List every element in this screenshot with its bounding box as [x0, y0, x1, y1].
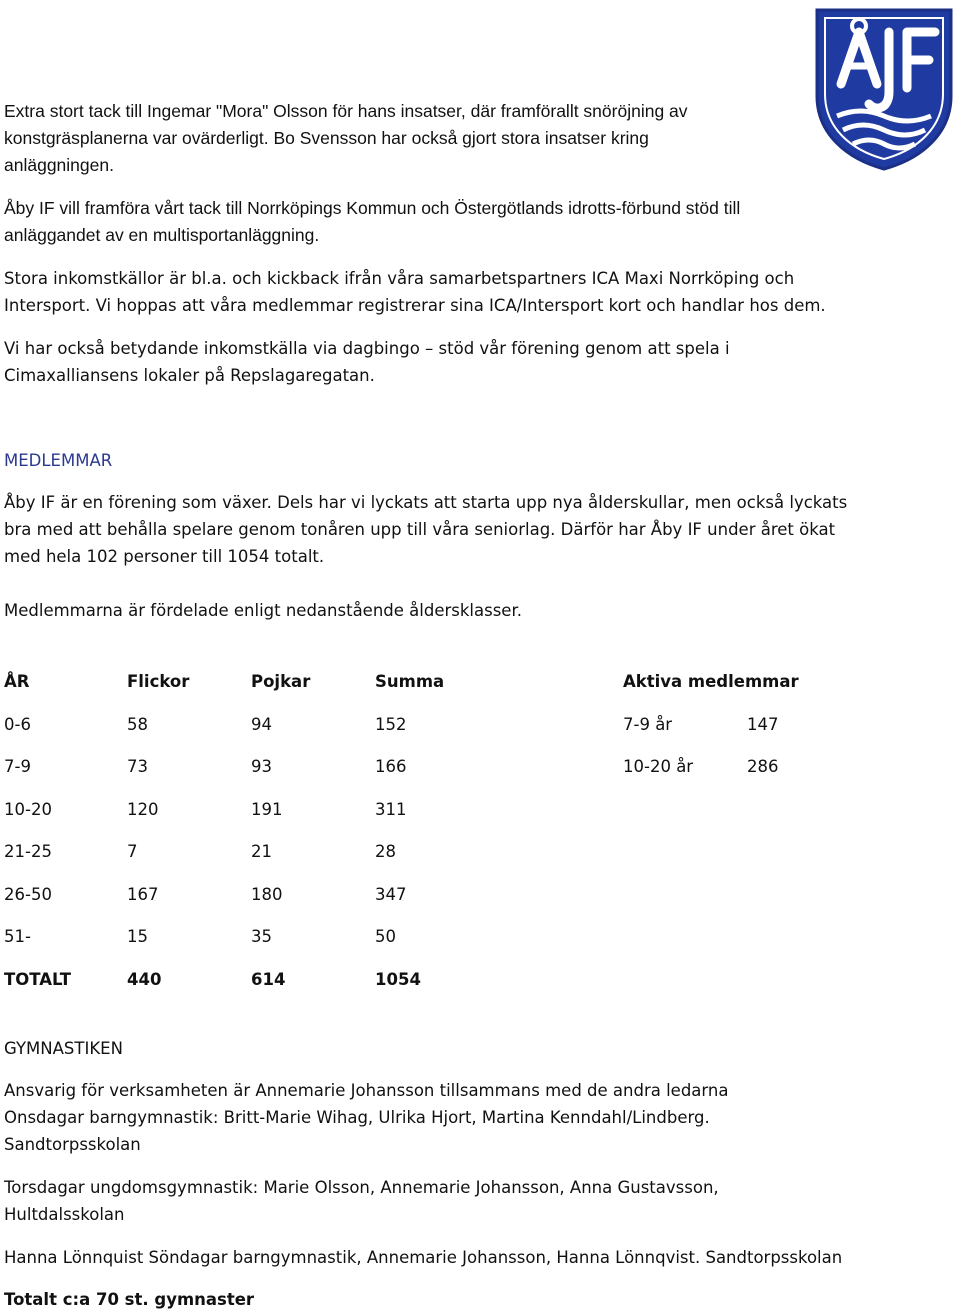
- table-cell: 147: [747, 714, 779, 734]
- table-cell: 58: [127, 714, 148, 734]
- intro-line: anläggningen.: [4, 155, 114, 175]
- table-cell: 10-20: [4, 799, 52, 819]
- intro-line: konstgräsplanerna var ovärderligt. Bo Svensson har också gjort stora insatser kring: [4, 128, 649, 148]
- table-row: [4, 923, 904, 966]
- intro-line: anläggandet av en multisportanläggning.: [4, 225, 320, 245]
- table-cell: 15: [127, 927, 148, 946]
- table-cell: 166: [375, 757, 407, 776]
- club-crest-icon: [811, 4, 957, 172]
- column-header: Pojkar: [251, 672, 311, 691]
- table-cell: 614: [251, 969, 286, 989]
- gym-heading: GYMNASTIKEN: [4, 1039, 123, 1058]
- column-header: ÅR: [4, 672, 30, 691]
- table-cell: 93: [251, 757, 272, 776]
- table-cell: 191: [251, 799, 283, 819]
- table-cell: 286: [747, 757, 779, 776]
- table-cell: 1054: [375, 969, 421, 989]
- table-cell: 180: [251, 884, 283, 904]
- table-row: [4, 881, 904, 924]
- table-cell: 21: [251, 842, 272, 861]
- members-heading: MEDLEMMAR: [4, 451, 113, 470]
- members-line: Medlemmarna är fördelade enligt nedanstående åldersklasser.: [4, 601, 522, 620]
- table-cell: 28: [375, 842, 396, 861]
- members-line: bra med att behålla spelare genom tonåren upp till våra seniorlag. Därför har Åby IF under året ökat: [4, 520, 836, 539]
- table-total-row: [4, 966, 904, 1009]
- gym-total: Totalt c:a 70 st. gymnaster: [4, 1290, 255, 1309]
- income-line: Vi har också betydande inkomstkälla via dagbingo – stöd vår förening genom att spela i: [4, 339, 730, 358]
- table-row: [4, 711, 904, 754]
- members-line: med hela 102 personer till 1054 totalt.: [4, 547, 325, 566]
- table-cell: 120: [127, 799, 159, 819]
- gym-line: Sandtorpsskolan: [4, 1135, 141, 1154]
- intro-line: Åby IF vill framföra vårt tack till Norrköpings Kommun och Östergötlands idrotts-förbund stöd till: [4, 198, 741, 218]
- table-cell: 347: [375, 884, 407, 904]
- column-header: Flickor: [127, 672, 190, 691]
- table-row: [4, 796, 904, 839]
- gym-line: Hanna Lönnquist Söndagar barngymnastik, Annemarie Johansson, Hanna Lönnqvist. Sandtorpsskolan: [4, 1248, 843, 1267]
- table-cell: 7-9: [4, 757, 31, 776]
- table-cell: 50: [375, 927, 396, 946]
- table-cell: 21-25: [4, 842, 52, 861]
- gym-line: Torsdagar ungdomsgymnastik: Marie Olsson, Annemarie Johansson, Anna Gustavsson,: [4, 1178, 719, 1197]
- table-cell: 26-50: [4, 884, 52, 904]
- table-header-row: [4, 668, 904, 711]
- gym-line: Hultdalsskolan: [4, 1205, 125, 1224]
- table-cell: 7-9 år: [623, 714, 673, 734]
- income-line: Cimaxalliansens lokaler på Repslagaregatan.: [4, 366, 375, 385]
- table-cell: TOTALT: [4, 969, 72, 989]
- gym-line: Onsdagar barngymnastik: Britt-Marie Wihag, Ulrika Hjort, Martina Kenndahl/Lindberg.: [4, 1108, 710, 1127]
- table-cell: 51-: [4, 927, 31, 946]
- income-line: Stora inkomstkällor är bl.a. och kickback ifrån våra samarbetspartners ICA Maxi Norrköping och: [4, 269, 795, 288]
- members-line: Åby IF är en förening som växer. Dels har vi lyckats att starta upp nya ålderskullar, men också lyckats: [4, 493, 848, 512]
- column-header: Summa: [375, 672, 445, 691]
- table-cell: 73: [127, 757, 148, 776]
- gym-line: Ansvarig för verksamheten är Annemarie Johansson tillsammans med de andra ledarna: [4, 1081, 729, 1100]
- table-cell: 0-6: [4, 714, 31, 734]
- intro-line: Extra stort tack till Ingemar "Mora" Olsson för hans insatser, där framförallt snöröjning av: [4, 101, 688, 121]
- table-cell: 152: [375, 714, 407, 734]
- table-row: [4, 838, 904, 881]
- table-cell: 167: [127, 884, 159, 904]
- table-cell: 94: [251, 714, 272, 734]
- table-cell: 10-20 år: [623, 757, 694, 776]
- table-cell: 311: [375, 799, 407, 819]
- table-row: [4, 753, 904, 796]
- column-header: Aktiva medlemmar: [623, 672, 799, 691]
- table-cell: 7: [127, 842, 138, 861]
- income-line: Intersport. Vi hoppas att våra medlemmar registrerar sina ICA/Intersport kort och handlar hos dem.: [4, 296, 826, 315]
- age-distribution-table: [4, 668, 904, 1008]
- table-cell: 440: [127, 969, 162, 989]
- table-cell: 35: [251, 927, 272, 946]
